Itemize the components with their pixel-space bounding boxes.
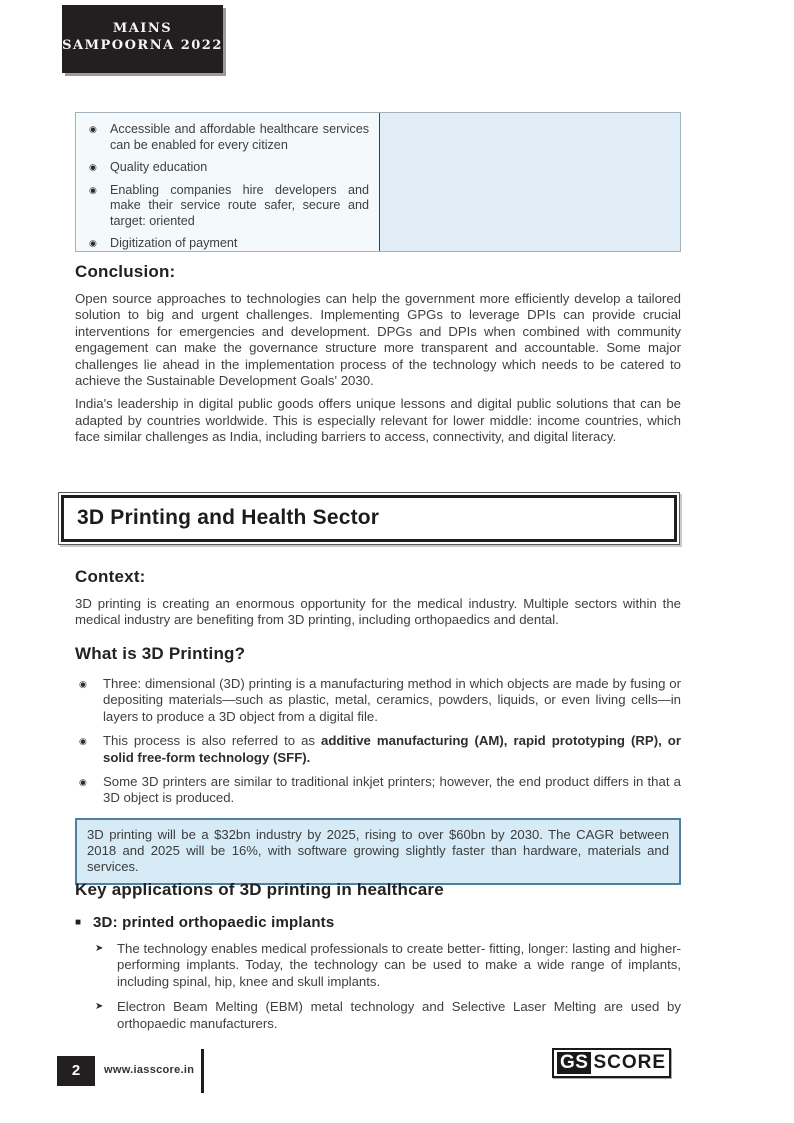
series-banner: [62, 5, 223, 73]
list-item: [75, 941, 681, 990]
chapter-title-box: [58, 492, 680, 545]
list-item: [75, 733, 681, 766]
list-item: [86, 183, 369, 230]
text-normal: Three: dimensional (3D) printing is a manufacturing method in which objects are made by fusing or depositing materials—such as plastic, metal, ceramics, powders, liquids, or even living cells—in layers to produce a 3D object from a digital file.: [103, 676, 681, 724]
benefits-table-left-cell: [76, 113, 379, 251]
website-link[interactable]: www.iasscore.in: [104, 1064, 195, 1076]
round-bullet-icon: ◉: [89, 162, 97, 172]
list-item: [75, 676, 681, 725]
benefits-table-right-cell: [379, 113, 680, 251]
sub-heading-row: [75, 914, 681, 931]
list-item-text: Electron Beam Melting (EBM) metal technology and Selective Laser Melting are used by orthopaedic manufacturers.: [117, 999, 681, 1031]
round-bullet-icon: ◉: [79, 736, 87, 747]
list-item-text: Quality education: [110, 160, 208, 174]
list-item-text: [103, 733, 681, 766]
arrow-bullet-icon: ➤: [95, 1001, 104, 1013]
text-normal: Some 3D printers are similar to traditional inkjet printers; however, the end product differs in that a 3D object is produced.: [103, 774, 681, 806]
gsscore-logo: [552, 1048, 671, 1078]
list-item: [75, 999, 681, 1032]
banner-line2: SAMPOORNA 2022: [62, 38, 223, 53]
highlight-fact-box: [75, 818, 681, 885]
list-item-text: Accessible and affordable healthcare services can be enabled for every citizen: [110, 122, 369, 152]
list-item-text: The technology enables medical professionals to create better- fitting, longer: lasting and higher-performing implants. Today, the technology can be used to make a wide range of implants, including spinal, hip, knee and skull implants.: [117, 941, 681, 989]
round-bullet-icon: ◉: [89, 124, 97, 134]
list-item-text: [103, 774, 681, 807]
round-bullet-icon: ◉: [79, 777, 87, 788]
context-section: [75, 567, 681, 636]
context-paragraph: 3D printing is creating an enormous opportunity for the medical industry. Multiple sectors within the medical industry are benefiting from 3D printing, including orthopaedics and dental.: [75, 596, 681, 628]
key-applications-section: [75, 880, 681, 1041]
conclusion-paragraph-1: Open source approaches to technologies can help the government more efficiently develop a tailored solution to big and urgent challenges. Implementing GPGs to leverage DPIs can provide crucial interventions for emergencies and development. DPGs and DPIs when combined with community engagement can make the governance structure more transparent and accountable. Some major challenges lie ahead in the implementation process of the technology which needs to be catered to achieve the Sustainable Development Goals' 2030.: [75, 291, 681, 389]
list-item: [86, 160, 369, 176]
text-normal: This process is also referred to as: [103, 733, 322, 749]
square-bullet-icon: ■: [75, 917, 82, 928]
footer-divider-bar: [201, 1049, 204, 1093]
chapter-title-inner-border: [61, 495, 677, 542]
text-bold: additive manufacturing (AM), rapid prototyping (RP), or solid free-form technology (SFF).: [103, 733, 681, 765]
arrow-bullet-icon: ➤: [95, 943, 104, 954]
what-is-heading: What is 3D Printing?: [75, 644, 246, 663]
list-item: [86, 122, 369, 153]
conclusion-section: [75, 262, 681, 453]
list-item: [86, 236, 369, 252]
conclusion-paragraph-2: India's leadership in digital public goods offers unique lessons and digital public solutions that can be adapted by countries worldwide. This is especially relevant for lower middle: income countries, which face similar challenges as India, including barriers to access, connectivity, and digital literacy.: [75, 396, 681, 445]
logo-gs-block: GS: [557, 1052, 591, 1074]
round-bullet-icon: ◉: [89, 184, 97, 195]
list-item-text: [103, 676, 681, 725]
sub-heading-text: 3D: printed orthopaedic implants: [93, 914, 335, 931]
benefits-table: [75, 112, 681, 252]
context-heading: Context:: [75, 567, 146, 586]
list-item-text: Enabling companies hire developers and make their service route safer, secure and target: oriented: [110, 182, 369, 228]
logo-score-text: SCORE: [593, 1052, 667, 1073]
list-item: [75, 774, 681, 807]
page-number-badge: 2: [57, 1056, 95, 1086]
list-item-text: Digitization of payment: [110, 236, 238, 250]
conclusion-heading: Conclusion:: [75, 262, 176, 281]
chapter-title: 3D Printing and Health Sector: [77, 506, 380, 529]
round-bullet-icon: ◉: [79, 679, 87, 689]
what-is-section: [75, 644, 681, 815]
banner-line1: MAINS: [112, 21, 173, 36]
highlight-text: 3D printing will be a $32bn industry by 2025, rising to over $60bn by 2030. The CAGR between 2018 and 2025 will be 16%, with software growing slightly faster than hardware, materials and services.: [87, 827, 669, 875]
key-applications-heading: Key applications of 3D printing in healthcare: [75, 880, 444, 899]
round-bullet-icon: ◉: [89, 238, 97, 248]
